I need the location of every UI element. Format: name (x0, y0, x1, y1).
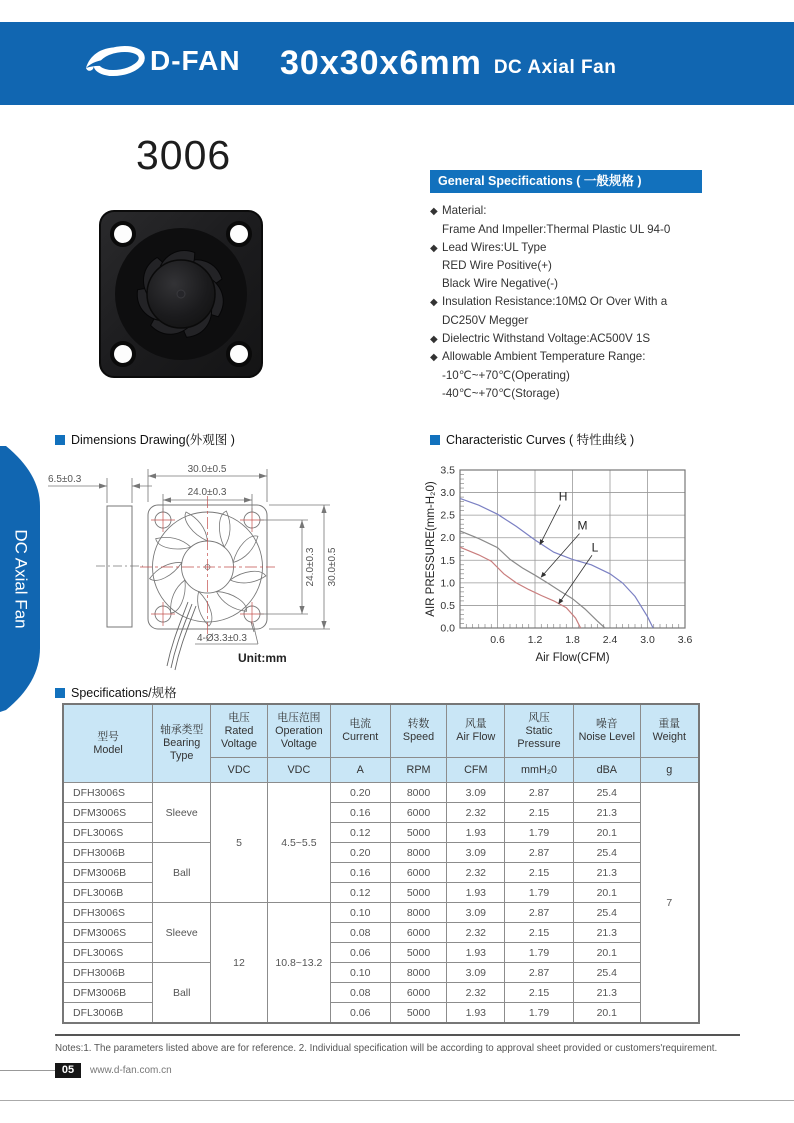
noise-cell: 21.3 (573, 983, 640, 1003)
speed-cell: 8000 (390, 783, 447, 803)
model-cell: DFL3006B (63, 1003, 153, 1024)
table-header (63, 704, 699, 783)
title-group (280, 22, 616, 105)
speed-cell: 5000 (390, 1003, 447, 1024)
svg-text:H: H (558, 489, 568, 504)
bearing-cell: Sleeve (153, 903, 211, 963)
current-cell: 0.12 (330, 823, 390, 843)
svg-text:0.6: 0.6 (490, 634, 505, 646)
spec-line: ◆ Lead Wires:UL Type (430, 239, 702, 258)
svg-text:M: M (577, 518, 588, 533)
model-cell: DFH3006B (63, 963, 153, 983)
noise-cell: 20.1 (573, 1003, 640, 1024)
spec-line: Frame And Impeller:Thermal Plastic UL 94-0 (442, 222, 671, 236)
svg-text:30.0±0.5: 30.0±0.5 (327, 547, 338, 587)
speed-cell: 5000 (390, 823, 447, 843)
svg-text:3.6: 3.6 (677, 634, 693, 646)
svg-text:3.5: 3.5 (440, 464, 455, 477)
drawing-blades (149, 510, 266, 626)
pressure-cell: 1.79 (505, 883, 574, 903)
model-cell: DFH3006S (63, 903, 153, 923)
noise-cell: 21.3 (573, 863, 640, 883)
pressure-cell: 1.79 (505, 1003, 574, 1024)
svg-text:2.4: 2.4 (602, 634, 618, 646)
current-cell: 0.16 (330, 863, 390, 883)
blue-square-icon (55, 435, 65, 445)
speed-cell: 6000 (390, 863, 447, 883)
col-weight: 重量 Weight (640, 704, 699, 758)
current-cell: 0.12 (330, 883, 390, 903)
bottom-divider (0, 1100, 794, 1101)
general-specs-list (430, 202, 702, 403)
pressure-cell: 1.79 (505, 823, 574, 843)
spec-line: -10℃~+70℃(Operating) (442, 369, 570, 383)
current-cell: 0.08 (330, 923, 390, 943)
model-number: 3006 (136, 132, 232, 178)
bearing-cell: Ball (153, 843, 211, 903)
speed-cell: 8000 (390, 963, 447, 983)
page-title: 30x30x6mm (280, 44, 482, 82)
specs-title-text: Specifications/规格 (71, 686, 177, 700)
curves-title-text: Characteristic Curves ( 特性曲线 ) (446, 433, 635, 447)
model-cell: DFH3006S (63, 783, 153, 803)
noise-cell: 20.1 (573, 823, 640, 843)
svg-text:1.5: 1.5 (440, 554, 455, 567)
svg-text:1.0: 1.0 (440, 577, 455, 590)
speed-cell: 5000 (390, 883, 447, 903)
rated-voltage-cell: 5 (211, 783, 268, 903)
svg-text:2.5: 2.5 (440, 509, 455, 522)
speed-cell: 6000 (390, 923, 447, 943)
page-number-badge: 05 (55, 1063, 81, 1078)
svg-text:6.5±0.3: 6.5±0.3 (48, 474, 82, 485)
noise-cell: 21.3 (573, 923, 640, 943)
weight-cell: 7 (640, 783, 699, 1024)
airflow-cell: 3.09 (447, 903, 505, 923)
spec-line: ◆ Material: (430, 202, 702, 221)
dimensions-section-title (55, 430, 235, 448)
pressure-cell: 2.15 (505, 863, 574, 883)
airflow-cell: 3.09 (447, 963, 505, 983)
lead-wires (167, 602, 196, 670)
dimensions-title-text: Dimensions Drawing(外观图 ) (71, 433, 235, 447)
model-cell: DFM3006B (63, 863, 153, 883)
svg-text:2.0: 2.0 (440, 532, 455, 545)
spec-line: ◆ Allowable Ambient Temperature Range: (430, 348, 702, 367)
side-view (96, 506, 143, 627)
airflow-cell: 1.93 (447, 1003, 505, 1024)
specs-section-title (55, 683, 177, 701)
curves-section-title (430, 430, 634, 448)
svg-text:1.8: 1.8 (565, 634, 580, 646)
spec-line: Black Wire Negative(-) (442, 277, 558, 291)
side-tab-label: DC Axial Fan (12, 529, 32, 629)
diamond-bullet-icon: ◆ (430, 296, 438, 308)
current-cell: 0.10 (330, 903, 390, 923)
pressure-cell: 2.87 (505, 843, 574, 863)
hole-crosshairs (140, 496, 275, 638)
svg-text:L: L (591, 540, 599, 555)
speed-cell: 5000 (390, 943, 447, 963)
diamond-bullet-icon: ◆ (430, 333, 438, 345)
website-url: www.d-fan.com.cn (90, 1065, 172, 1076)
current-cell: 0.20 (330, 843, 390, 863)
spec-line: -40℃~+70℃(Storage) (442, 386, 560, 400)
noise-cell: 25.4 (573, 963, 640, 983)
spec-line: ◆ Insulation Resistance:10MΩ Or Over With a (430, 293, 702, 312)
brand-logo (84, 42, 241, 80)
svg-text:AIR PRESSURE(mm-H₂0): AIR PRESSURE(mm-H₂0) (425, 481, 437, 617)
speed-cell: 6000 (390, 983, 447, 1003)
current-cell: 0.10 (330, 963, 390, 983)
svg-text:3.0: 3.0 (640, 634, 655, 646)
noise-cell: 25.4 (573, 783, 640, 803)
pressure-cell: 2.87 (505, 963, 574, 983)
col-noise: 噪音 Noise Level (573, 704, 640, 758)
svg-text:0.0: 0.0 (440, 622, 455, 635)
table-row (63, 963, 699, 983)
current-cell: 0.06 (330, 1003, 390, 1024)
current-cell: 0.08 (330, 983, 390, 1003)
holes-callout (195, 622, 258, 644)
col-speed: 转数 Speed (390, 704, 447, 758)
notes-text: Notes:1. The parameters listed above are for reference. 2. Individual specification will be according to approval sheet provided or customers'requirement. (55, 1043, 718, 1054)
diamond-bullet-icon: ◆ (430, 206, 438, 217)
table-row (63, 783, 699, 803)
svg-text:1.2: 1.2 (527, 634, 543, 646)
model-cell: DFL3006B (63, 883, 153, 903)
header-banner (0, 22, 794, 105)
col-bearing: 轴承类型 Bearing Type (153, 704, 211, 783)
specifications-table (62, 703, 700, 1024)
col-airflow: 风量 Air Flow (447, 704, 505, 758)
table-body (63, 783, 699, 1024)
col-model: 型号 Model (63, 704, 153, 783)
pressure-cell: 2.87 (505, 783, 574, 803)
current-cell: 0.20 (330, 783, 390, 803)
units-row: VDC VDC A RPM CFM mmH₂0 dBA g (63, 758, 699, 783)
blue-square-icon (55, 688, 65, 698)
dim-outer-height (269, 505, 338, 629)
col-current: 电流 Current (330, 704, 390, 758)
page-subtitle: DC Axial Fan (493, 56, 617, 78)
current-cell: 0.06 (330, 943, 390, 963)
svg-text:24.0±0.3: 24.0±0.3 (187, 487, 227, 498)
airflow-cell: 2.32 (447, 863, 505, 883)
brand-name: D-FAN (150, 45, 241, 76)
footer-tick-line (0, 1070, 55, 1071)
blue-square-icon (430, 435, 440, 445)
airflow-cell: 1.93 (447, 883, 505, 903)
svg-text:Air Flow(CFM): Air Flow(CFM) (535, 652, 610, 664)
general-specs-title: General Specifications ( 一般规格 ) (430, 170, 702, 193)
table-row (63, 903, 699, 923)
col-operation-voltage: 电压范围 Operation Voltage (267, 704, 330, 758)
notes-divider (55, 1034, 740, 1036)
diamond-bullet-icon: ◆ (430, 352, 438, 364)
model-cell: DFH3006B (63, 843, 153, 863)
dim-thickness (48, 474, 152, 503)
svg-text:4-Ø3.3±0.3: 4-Ø3.3±0.3 (197, 633, 247, 644)
svg-text:0.5: 0.5 (440, 599, 455, 612)
unit-label: Unit:mm (238, 651, 287, 665)
bearing-cell: Ball (153, 963, 211, 1024)
airflow-cell: 3.09 (447, 843, 505, 863)
svg-text:30.0±0.5: 30.0±0.5 (187, 464, 227, 475)
airflow-cell: 1.93 (447, 823, 505, 843)
speed-cell: 8000 (390, 903, 447, 923)
pressure-cell: 2.87 (505, 903, 574, 923)
model-cell: DFL3006S (63, 823, 153, 843)
svg-text:24.0±0.3: 24.0±0.3 (305, 547, 316, 587)
airflow-cell: 2.32 (447, 983, 505, 1003)
spec-line: ◆ Dielectric Withstand Voltage:AC500V 1S (430, 330, 702, 349)
general-specifications (430, 170, 702, 403)
noise-cell: 21.3 (573, 803, 640, 823)
speed-cell: 8000 (390, 843, 447, 863)
pressure-cell: 2.15 (505, 803, 574, 823)
fan-hub-center (177, 290, 185, 298)
operation-voltage-cell: 10.8~13.2 (267, 903, 330, 1024)
col-rated-voltage: 电压 Rated Voltage (211, 704, 268, 758)
table-row (63, 843, 699, 863)
pressure-cell: 2.15 (505, 923, 574, 943)
rated-voltage-cell: 12 (211, 903, 268, 1024)
model-cell: DFM3006S (63, 803, 153, 823)
spec-line: RED Wire Positive(+) (442, 259, 552, 273)
fan-product-image (96, 203, 268, 385)
speed-cell: 6000 (390, 803, 447, 823)
noise-cell: 25.4 (573, 903, 640, 923)
svg-text:3.0: 3.0 (440, 487, 455, 500)
pressure-cell: 2.15 (505, 983, 574, 1003)
noise-cell: 20.1 (573, 943, 640, 963)
pressure-cell: 1.79 (505, 943, 574, 963)
current-cell: 0.16 (330, 803, 390, 823)
bearing-cell: Sleeve (153, 783, 211, 843)
diamond-bullet-icon: ◆ (430, 242, 438, 254)
dfan-logo-icon (84, 42, 146, 80)
dimensions-drawing (40, 456, 400, 674)
col-pressure: 风压 Static Pressure (505, 704, 574, 758)
noise-cell: 20.1 (573, 883, 640, 903)
model-cell: DFM3006B (63, 983, 153, 1003)
noise-cell: 25.4 (573, 843, 640, 863)
airflow-cell: 1.93 (447, 943, 505, 963)
model-cell: DFM3006S (63, 923, 153, 943)
spec-line: DC250V Megger (442, 313, 529, 327)
airflow-cell: 3.09 (447, 783, 505, 803)
operation-voltage-cell: 4.5~5.5 (267, 783, 330, 903)
characteristic-curves-chart (422, 460, 707, 672)
model-cell: DFL3006S (63, 943, 153, 963)
airflow-cell: 2.32 (447, 803, 505, 823)
airflow-cell: 2.32 (447, 923, 505, 943)
